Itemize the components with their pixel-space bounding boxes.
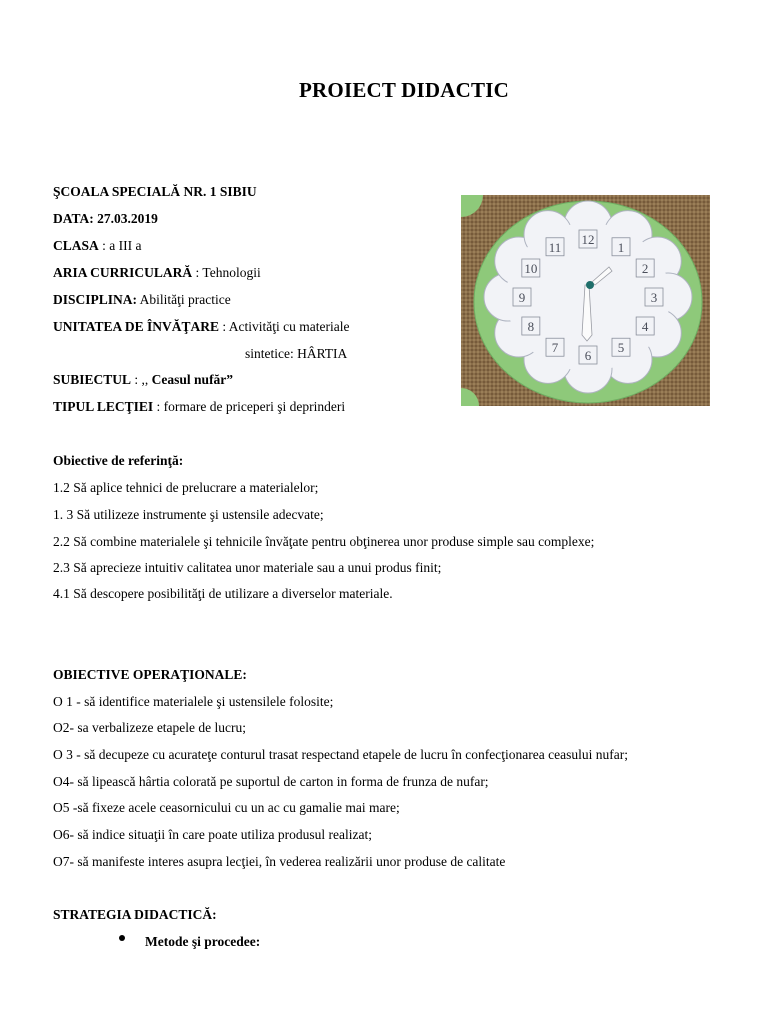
svg-text:12: 12 bbox=[581, 232, 595, 247]
reference-objective-item: 2.2 Să combine materialele şi tehnicile învăţate pentru obţinerea unor produse simple sau complexe; bbox=[53, 534, 595, 549]
curricular-area-row bbox=[53, 265, 261, 281]
reference-objective-item: 4.1 Să descopere posibilităţi de utilizare a diverselor materiale. bbox=[53, 586, 393, 601]
learning-unit-continuation: sintetice: HÂRTIA bbox=[245, 346, 348, 361]
center-pin bbox=[586, 281, 594, 289]
svg-text:8: 8 bbox=[527, 319, 535, 334]
svg-text:9: 9 bbox=[518, 290, 526, 305]
discipline-row bbox=[53, 292, 231, 308]
operational-objective-item: O5 -să fixeze acele ceasornicului cu un ac cu gamalie mai mare; bbox=[53, 800, 400, 815]
clock-number-10 bbox=[522, 259, 540, 277]
operational-objective-item: O4- să lipească hârtia colorată pe suportul de carton in forma de frunza de nufar; bbox=[53, 774, 489, 789]
clock-photo bbox=[461, 195, 710, 406]
subject-label: SUBIECTUL bbox=[53, 372, 132, 387]
subject-value: Ceasul nufăr” bbox=[151, 372, 234, 387]
reference-objective-item: 1. 3 Să utilizeze instrumente şi ustensile adecvate; bbox=[53, 507, 324, 522]
class-value: : a III a bbox=[98, 238, 142, 253]
svg-text:5: 5 bbox=[617, 340, 625, 356]
school-name: ŞCOALA SPECIALĂ NR. 1 SIBIU bbox=[53, 184, 257, 199]
operational-objective-item: O7- să manifeste interes asupra lecţiei, în vederea realizării unor produse de calitate bbox=[53, 854, 506, 869]
date-row bbox=[53, 211, 158, 227]
operational-objective-item: O 1 - să identifice materialele şi ustensilele folosite; bbox=[53, 694, 334, 709]
lesson-type-row bbox=[53, 399, 345, 415]
operational-objective-item: O2- sa verbalizeze etapele de lucru; bbox=[53, 720, 247, 735]
operational-objective-item: O6- să indice situaţii în care poate utiliza produsul realizat; bbox=[53, 827, 373, 842]
strategy-heading: STRATEGIA DIDACTICĂ: bbox=[53, 907, 217, 922]
area-value: : Tehnologii bbox=[192, 265, 261, 280]
discipline-value: Abilităţi practice bbox=[137, 292, 231, 307]
reference-objectives-heading: Obiective de referinţă: bbox=[53, 453, 184, 468]
svg-text:2: 2 bbox=[641, 261, 649, 276]
discipline-label: DISCIPLINA: bbox=[53, 292, 138, 307]
operational-objectives-heading: OBIECTIVE OPERAŢIONALE: bbox=[53, 667, 247, 682]
reference-objective-item: 1.2 Să aplice tehnici de prelucrare a materialelor; bbox=[53, 480, 319, 495]
svg-text:6: 6 bbox=[584, 348, 592, 363]
svg-text:11: 11 bbox=[548, 239, 562, 255]
svg-text:4: 4 bbox=[641, 319, 649, 334]
operational-objective-item: O 3 - să decupeze cu acurateţe conturul trasat respectand etapele de lucru în confecţionarea ceasului nufar; bbox=[53, 747, 628, 762]
lesson-type-value: : formare de priceperi şi deprinderi bbox=[153, 399, 346, 414]
page-title: PROIECT DIDACTIC bbox=[299, 78, 509, 102]
date-value: 27.03.2019 bbox=[97, 211, 158, 226]
unit-label: UNITATEA DE ÎNVĂŢARE bbox=[53, 319, 220, 334]
reference-objective-item: 2.3 Să aprecieze intuitiv calitatea unor materiale sau a unui produs finit; bbox=[53, 560, 442, 575]
subject-row bbox=[53, 372, 233, 388]
date-label: DATA: bbox=[53, 211, 94, 226]
clock-number-12 bbox=[579, 230, 597, 248]
lesson-type-label: TIPUL LECŢIEI bbox=[53, 399, 154, 414]
methods-bullet-item: Metode şi procedee: bbox=[145, 934, 261, 949]
subject-prefix: : ,, bbox=[131, 372, 152, 387]
svg-text:10: 10 bbox=[524, 261, 538, 276]
class-row bbox=[53, 238, 142, 254]
svg-text:7: 7 bbox=[551, 340, 559, 356]
svg-text:3: 3 bbox=[650, 290, 658, 305]
unit-value: : Activităţi cu materiale bbox=[219, 319, 350, 334]
bullet-icon bbox=[119, 935, 125, 941]
svg-text:1: 1 bbox=[617, 239, 625, 255]
learning-unit-row bbox=[53, 319, 349, 335]
area-label: ARIA CURRICULARĂ bbox=[53, 265, 193, 280]
class-label: CLASA bbox=[53, 238, 99, 253]
